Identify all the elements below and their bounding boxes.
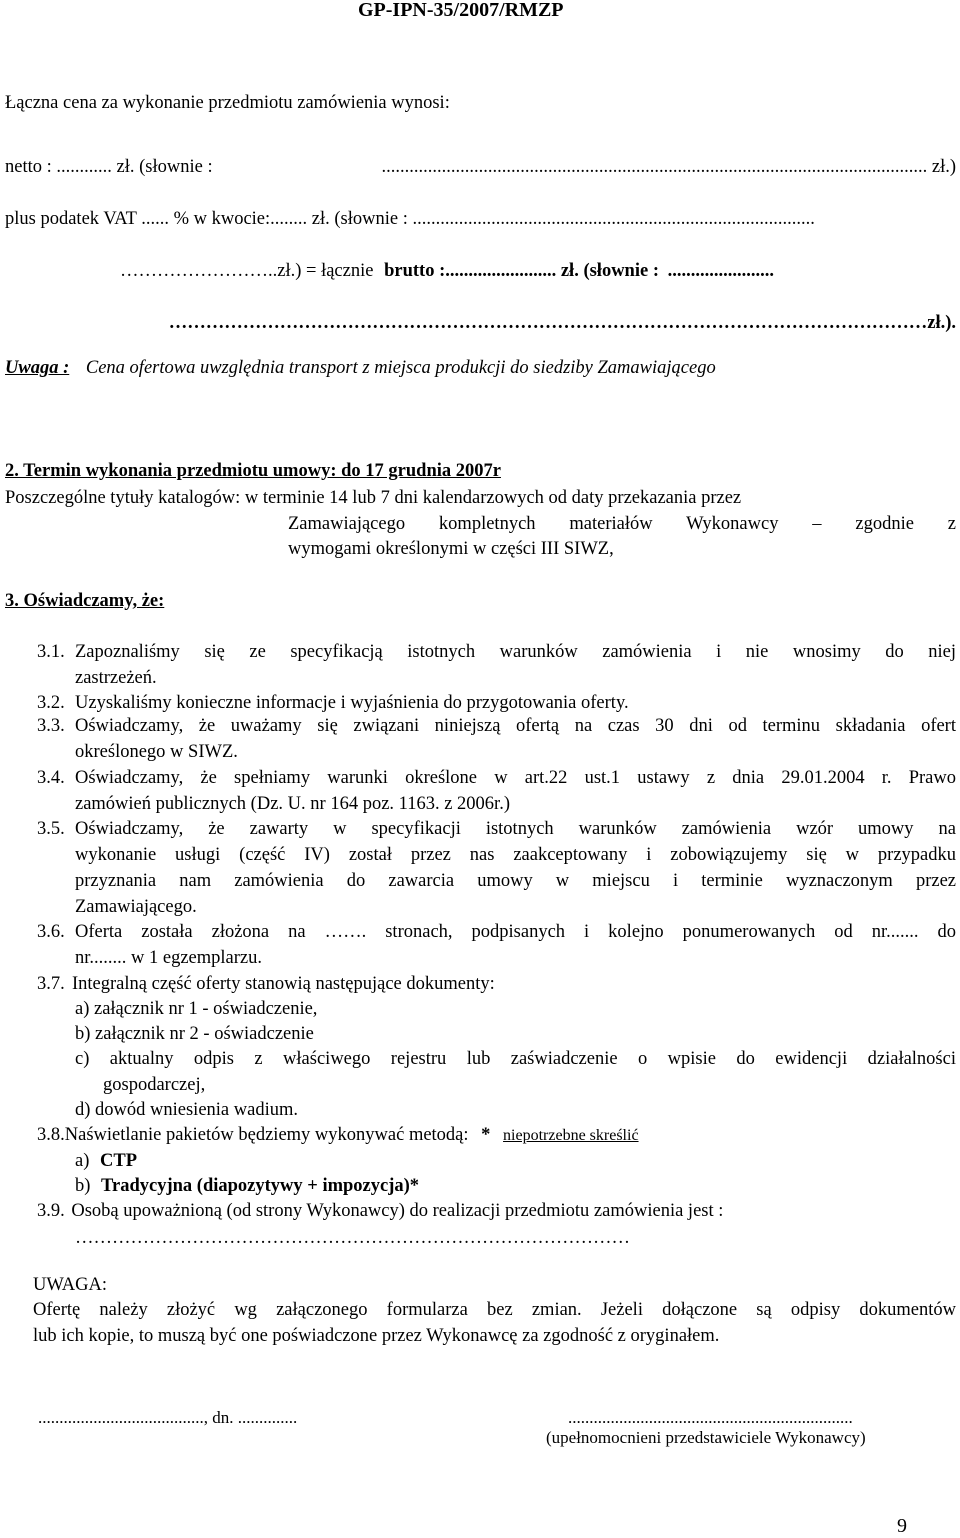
item-3-6-line-1: Oferta została złożona na ……. stronach, podpisanych i kolejno ponumerowanych od nr....... do: [75, 922, 956, 942]
item-3-7-number: 3.7.: [37, 974, 65, 994]
uwaga-bottom-line-1: Ofertę należy złożyć wg załączonego formularza bez zmian. Jeżeli dołączone są odpisy dokumentów: [33, 1300, 956, 1320]
item-3-6-line-2: nr........ w 1 egzemplarzu.: [75, 948, 262, 968]
section2-line1: Poszczególne tytuły katalogów: w terminie 14 lub 7 dni kalendarzowych od daty przekazania przez: [5, 488, 742, 508]
page-number: 9: [897, 1515, 907, 1537]
brutto-line: [5, 262, 954, 281]
method-a: [75, 1152, 137, 1171]
item-3-1-line-1: Zapoznaliśmy się ze specyfikacją istotnych warunków zamówienia i nie wnosimy do niej: [75, 642, 956, 662]
item-3-1-line-2: zastrzeżeń.: [75, 668, 157, 688]
item-3-1-number: 3.1.: [37, 642, 65, 662]
document-number: GP-IPN-35/2007/RMZP: [358, 0, 564, 21]
section2-line3: wymogami określonymi w części III SIWZ,: [288, 539, 614, 559]
item-3-9-dots: ………………………………………………………………………………: [75, 1228, 630, 1248]
item-3-3-line-1: Oświadczamy, że uważamy się związani niniejszą ofertą na czas 30 dni od terminu składania ofert: [75, 716, 956, 736]
method-a-letter: a): [75, 1151, 90, 1171]
section2-line2: Zamawiającego kompletnych materiałów Wykonawcy – zgodnie z: [288, 514, 956, 534]
uwaga-top-text: Cena ofertowa uwzględnia transport z miejsca produkcji do siedziby Zamawiającego: [85, 358, 716, 378]
method-b-name: Tradycyjna (diapozytywy + impozycja)*: [101, 1176, 420, 1196]
doc-item-c-cont: gospodarczej,: [103, 1075, 206, 1095]
signature-label: (upełnomocnieni przedstawiciele Wykonawcy): [546, 1428, 866, 1447]
item-3-9-number: 3.9.: [37, 1201, 65, 1221]
method-a-name: CTP: [100, 1151, 137, 1171]
section2-heading: 2. Termin wykonania przedmiotu umowy: do 17 grudnia 2007r: [5, 461, 501, 481]
vat-line: plus podatek VAT ...... % w kwocie:........ zł. (słownie : .......................................................................................: [5, 210, 815, 229]
doc-item-c: c) aktualny odpis z właściwego rejestru lub zaświadczenie o wpisie do ewidencji działalności: [75, 1049, 956, 1069]
end-line: ……………………………………………………………………………………………………………zł.).: [168, 314, 956, 333]
netto-line-right: ...................................................................................................................... zł.): [381, 157, 956, 177]
item-3-3-line-2: określonego w SIWZ.: [75, 742, 238, 762]
item-3-8-note: niepotrzebne skreślić: [503, 1127, 639, 1144]
brutto-end-dots: .......................: [667, 261, 774, 281]
item-3-4-number: 3.4.: [37, 768, 65, 788]
method-b-letter: b): [75, 1176, 91, 1196]
item-3-5-number: 3.5.: [37, 819, 65, 839]
item-3-5-line-2: wykonanie usługi (część IV) został przez nas zaakceptowany i zobowiązujemy się w przypadku: [75, 845, 956, 865]
section3-heading: 3. Oświadczamy, że:: [5, 591, 165, 611]
uwaga-bottom-line-2: lub ich kopie, to muszą być one poświadczone przez Wykonawcę za zgodność z oryginałem.: [33, 1326, 720, 1346]
item-3-2-line-1: Uzyskaliśmy konieczne informacje i wyjaśnienia do przygotowania oferty.: [75, 693, 629, 713]
brutto-dots: ……………………..zł.) = łącznie: [120, 261, 374, 281]
signature-dots: ...................................................................: [568, 1408, 853, 1427]
doc-item-d: d) dowód wniesienia wadium.: [75, 1100, 298, 1120]
doc-item-a: a) załącznik nr 1 - oświadczenie,: [75, 999, 318, 1019]
brutto-label: brutto :........................ zł. (słownie :: [384, 261, 659, 281]
item-3-2-number: 3.2.: [37, 693, 65, 713]
item-3-5-line-4: Zamawiającego.: [75, 897, 197, 917]
item-3-8-text: Naświetlanie pakietów będziemy wykonywać metodą:: [64, 1125, 469, 1145]
item-3-7-line-1: Integralną część oferty stanowią następujące dokumenty:: [72, 974, 495, 994]
item-3-8-number: 3.8.: [37, 1125, 65, 1145]
netto-line-left: netto : ............ zł. (słownie :: [5, 157, 213, 177]
place-date-field: ......................................., dn. ..............: [38, 1408, 298, 1427]
item-3-5-line-1: Oświadczamy, że zawarty w specyfikacji istotnych warunków zamówienia wzór umowy na: [75, 819, 956, 839]
item-3-8-star: *: [481, 1125, 491, 1145]
item-3-6-number: 3.6.: [37, 922, 65, 942]
doc-item-b: b) załącznik nr 2 - oświadczenie: [75, 1024, 314, 1044]
price-heading: Łączna cena za wykonanie przedmiotu zamówienia wynosi:: [5, 93, 450, 113]
item-3-5-line-3: przyznania nam zamówienia do zawarcia umowy w miejscu i terminie wyznaczonym przez: [75, 871, 956, 891]
method-b: [75, 1177, 419, 1196]
uwaga-top: [5, 359, 716, 378]
uwaga-bottom-label: UWAGA:: [33, 1275, 107, 1295]
item-3-3-number: 3.3.: [37, 716, 65, 736]
item-3-4-line-1: Oświadczamy, że spełniamy warunki określone w art.22 ust.1 ustawy z dnia 29.01.2004 r. Prawo: [75, 768, 956, 788]
item-3-9: [37, 1202, 723, 1221]
item-3-4-line-2: zamówień publicznych (Dz. U. nr 164 poz. 1163. z 2006r.): [75, 794, 510, 814]
item-3-8: [37, 1126, 639, 1145]
uwaga-top-label: Uwaga :: [5, 358, 70, 378]
item-3-9-text: Osobą upoważnioną (od strony Wykonawcy) do realizacji przedmiotu zamówienia jest :: [71, 1201, 724, 1221]
